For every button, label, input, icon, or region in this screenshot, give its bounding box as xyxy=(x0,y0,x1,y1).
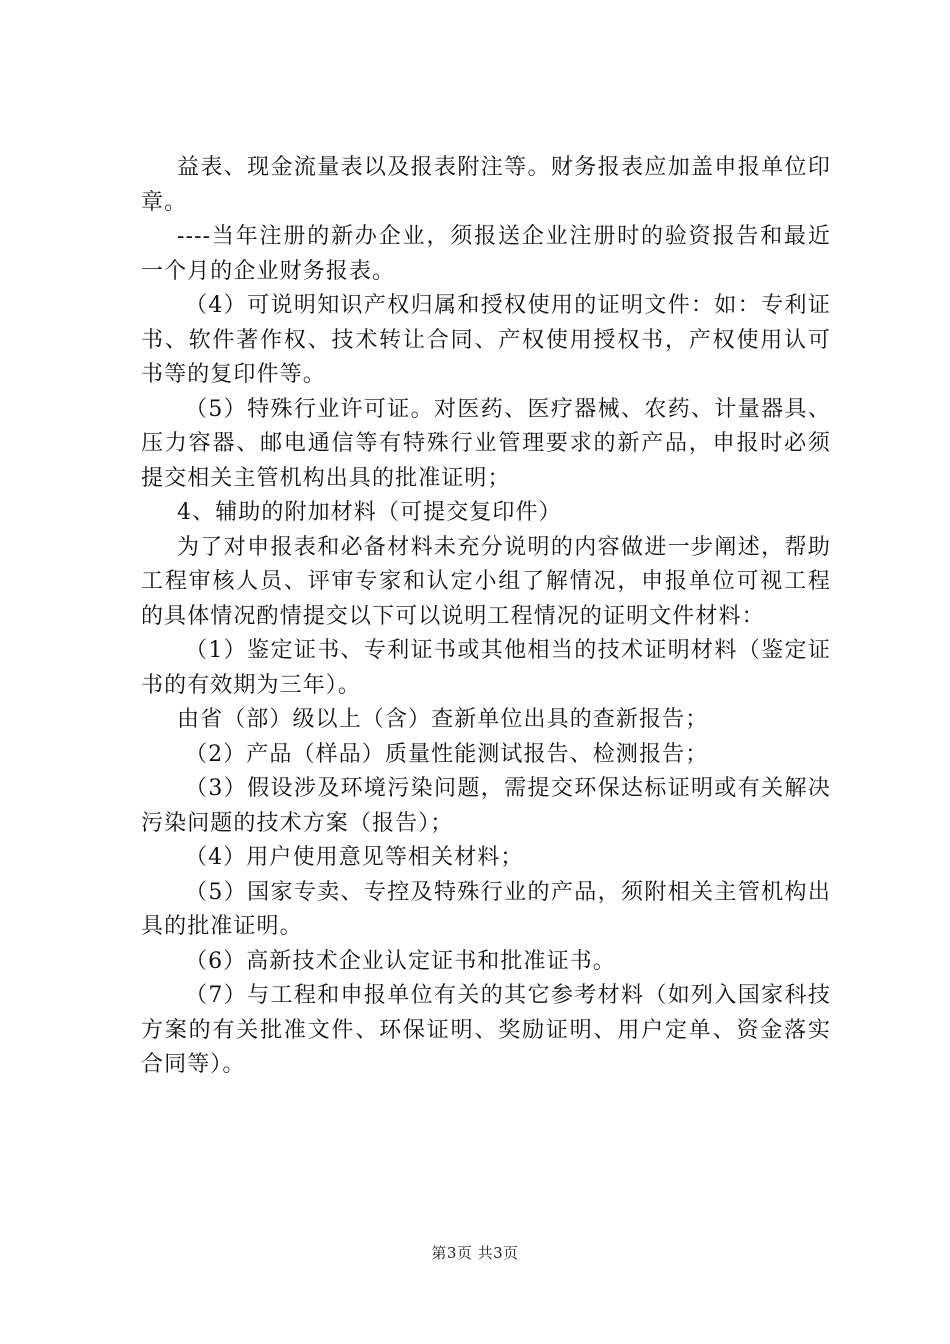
paragraph-item-1: （1）鉴定证书、专利证书或其他相当的技术证明材料（鉴定证书的有效期为三年）。 xyxy=(141,638,831,698)
paragraph-auxiliary-intro: 为了对申报表和必备材料未充分说明的内容做进一步阐述，帮助工程审核人员、评审专家和认定小组了解情况，申报单位可视工程的具体情况酌情提交以下可以说明工程情况的证明文件材料： xyxy=(141,534,831,629)
paragraph-item-2: （2）产品（样品）质量性能测试报告、检测报告； xyxy=(185,741,709,767)
document-body xyxy=(141,151,831,1083)
paragraph-item-3: （3）假设涉及环境污染问题，需提交环保达标证明或有关解决污染问题的技术方案（报告）； xyxy=(141,776,831,836)
paragraph-item-5: （5）国家专卖、专控及特殊行业的产品，须附相关主管机构出具的批准证明。 xyxy=(141,879,831,939)
paragraph-financial-statements: 益表、现金流量表以及报表附注等。财务报表应加盖申报单位印章。 xyxy=(141,155,831,215)
paragraph-industry-license: （5）特殊行业许可证。对医药、医疗器械、农药、计量器具、压力容器、邮电通信等有特殊行业管理要求的新产品，申报时必须提交相关主管机构出具的批准证明； xyxy=(141,396,831,491)
paragraph-new-enterprise: ----当年注册的新办企业，须报送企业注册时的验资报告和最近一个月的企业财务报表。 xyxy=(141,224,831,284)
paragraph-novelty-report: 由省（部）级以上（含）查新单位出具的查新报告； xyxy=(177,707,709,732)
paragraph-ip-documents: （4）可说明知识产权归属和授权使用的证明文件：如：专利证书、软件著作权、技术转让合同、产权使用授权书，产权使用认可书等的复印件等。 xyxy=(141,293,831,387)
page-number-footer: 第3页 共3页 xyxy=(431,1244,519,1262)
section-heading-auxiliary-materials: 4、辅助的附加材料（可提交复印件） xyxy=(177,500,562,525)
paragraph-item-7: （7）与工程和申报单位有关的其它参考材料（如列入国家科技方案的有关批准文件、环保证明、奖励证明、用户定单、资金落实合同等）。 xyxy=(141,983,831,1077)
paragraph-item-4: （4）用户使用意见等相关材料； xyxy=(185,845,524,870)
paragraph-item-6: （6）高新技术企业认定证书和批准证书。 xyxy=(185,948,616,974)
